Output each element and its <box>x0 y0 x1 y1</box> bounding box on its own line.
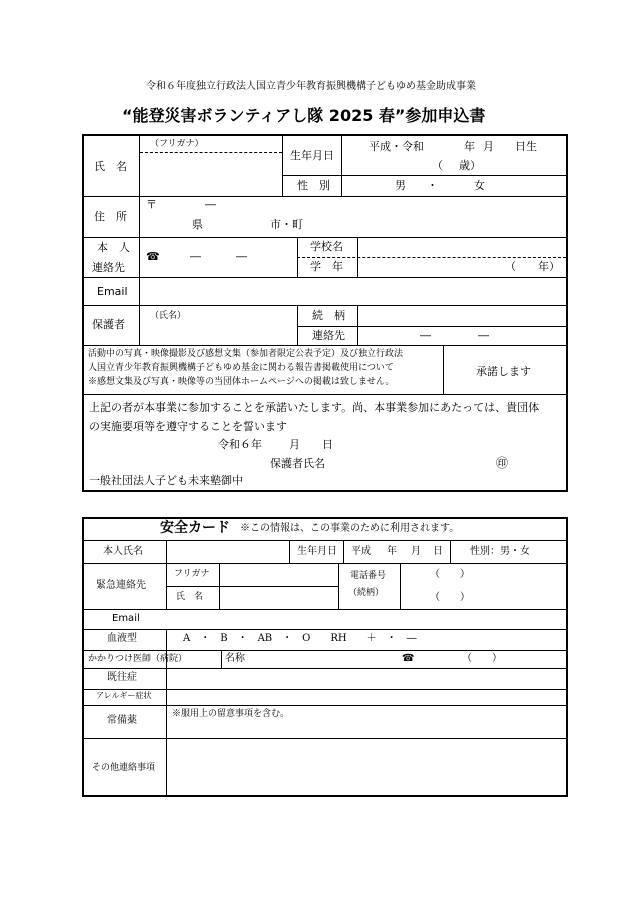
approval-text-line: の実施要項等を遵守することを誓います <box>89 420 287 433</box>
city-town-label: 市・町 <box>270 218 303 231</box>
approval-date-reiwa: 令和６年 <box>218 438 262 451</box>
sc-history-label: 既往症 <box>107 672 137 683</box>
email-label: Email <box>97 285 128 298</box>
sc-name-small-label: 氏 名 <box>176 592 204 602</box>
approval-date-day: 日 <box>322 438 333 451</box>
email-input[interactable] <box>141 279 565 304</box>
name-label: 氏 名 <box>94 160 127 173</box>
contact-phone-input[interactable] <box>160 239 296 277</box>
sc-medicine-input[interactable] <box>168 722 564 737</box>
birth-suffix: 日生 <box>515 140 537 153</box>
sc-doctor-name-input[interactable] <box>250 652 395 667</box>
grade-value[interactable]: （ 年） <box>505 260 560 273</box>
grade-label: 学 年 <box>310 260 343 273</box>
sc-phone-paren[interactable]: （ ） <box>430 569 470 580</box>
sc-emergency-name-input[interactable] <box>221 588 337 608</box>
birthdate-eras: 平成・令和 <box>369 140 424 153</box>
sc-furigana-label: フリガナ <box>174 569 210 579</box>
birth-year-unit: 年 <box>464 140 475 153</box>
guardian-dash-2: ― <box>478 329 489 342</box>
sc-emergency-furigana-input[interactable] <box>221 565 337 585</box>
sc-year-unit: 年 <box>387 546 397 557</box>
consent-text-line: 人国立青少年教育振興機構子どもゆめ基金に関わる報告書掲載使用について <box>88 363 394 373</box>
sc-email-label: Email <box>112 613 140 624</box>
page-title: “能登災害ボランティアし隊 2025 春”参加申込書 <box>122 106 486 125</box>
guardian-contact-label: 連絡先 <box>312 329 345 342</box>
contact-label-line2: 連絡先 <box>92 261 125 274</box>
age-open: （ <box>432 159 443 172</box>
safety-card-title: 安全カード <box>160 520 230 536</box>
guardian-name-input[interactable] <box>141 307 296 345</box>
sc-medicine-note: ※服用上の留意事項を含む。 <box>172 709 290 719</box>
contact-label-line1: 本 人 <box>97 241 130 254</box>
furigana-hint: （フリガナ） <box>150 139 204 149</box>
gender-female-option[interactable]: 女 <box>474 179 485 192</box>
school-input[interactable] <box>358 239 565 257</box>
sc-other-input[interactable] <box>168 740 564 795</box>
sc-relation-paren[interactable]: （ ） <box>430 592 470 603</box>
postal-mark: 〒 <box>146 198 157 211</box>
approval-text-line: 上記の者が本事業に参加することを承諾いたします。尚、本事業参加にあたっては、貴団体 <box>89 401 540 414</box>
seal-mark: ㊞ <box>496 456 509 470</box>
sc-history-input[interactable] <box>168 670 564 688</box>
guardian-dash-1: ― <box>420 329 431 342</box>
sc-doctor-name-label: 名称 <box>225 653 245 664</box>
sc-doctor-phone-paren[interactable]: （ ） <box>462 653 502 664</box>
sc-gender-text[interactable]: 性別：男・女 <box>470 546 530 557</box>
school-label: 学校名 <box>310 240 343 253</box>
consent-answer[interactable]: 承諾します <box>476 365 531 378</box>
phone-icon: ☎ <box>146 250 160 263</box>
sc-relation-label: （続柄） <box>348 588 385 598</box>
age-unit: 歳） <box>459 159 481 172</box>
sc-blood-options[interactable]: A ・ B ・ AB ・ O RH ＋ ・ ― <box>183 633 417 644</box>
sc-birthdate-label: 生年月日 <box>297 546 337 557</box>
relation-label: 続 柄 <box>312 309 345 322</box>
sc-name-input[interactable] <box>168 542 288 562</box>
birth-month-unit: 月 <box>483 140 494 153</box>
name-input[interactable] <box>141 154 281 195</box>
sc-allergy-input[interactable] <box>168 691 564 704</box>
phone-dash-2: ― <box>236 250 247 263</box>
guardian-signature-input[interactable] <box>330 454 490 472</box>
guardian-label: 保護者 <box>92 318 125 331</box>
guardian-name-hint: （氏名） <box>150 311 187 321</box>
gender-separator: ・ <box>427 179 438 192</box>
address-label: 住 所 <box>94 210 127 223</box>
guardian-signature-label: 保護者氏名 <box>270 457 325 470</box>
sc-email-input[interactable] <box>168 611 564 628</box>
sc-allergy-label: アレルギー症状 <box>96 691 152 700</box>
sc-medicine-label: 常備薬 <box>107 715 137 726</box>
gender-label: 性 別 <box>297 179 330 192</box>
sc-other-label: その他連絡事項 <box>92 763 156 773</box>
sc-phone-label: 電話番号 <box>350 571 387 581</box>
approval-date-month: 月 <box>289 438 300 451</box>
birthdate-label: 生年月日 <box>290 149 334 162</box>
sc-blood-label: 血液型 <box>107 633 137 644</box>
organization-name: 一般社団法人子ども未来塾御中 <box>89 474 243 487</box>
consent-text-line: 活動中の写真・映像撮影及び感想文集（参加者限定公表予定）及び独立行政法 <box>88 349 404 359</box>
page-subtitle: 令和６年度独立行政法人国立青少年教育振興機構子どもゆめ基金助成事業 <box>146 81 476 92</box>
postal-dash: ― <box>205 198 216 211</box>
sc-era: 平成 <box>351 546 371 557</box>
phone-dash-1: ― <box>190 250 201 263</box>
safety-card-note: ※この情報は、この事業のために利用されます。 <box>240 523 460 534</box>
sc-doctor-phone-icon: ☎ <box>402 653 415 664</box>
consent-text-line: ※感想文集及び写真・映像等の当団体ホームページへの掲載は致しません。 <box>88 377 395 387</box>
sc-month-unit: 月 <box>411 546 421 557</box>
sc-doctor-label: かかりつけ医師（病院） <box>88 654 188 664</box>
prefecture-label: 県 <box>192 218 203 231</box>
address-input[interactable] <box>141 198 565 236</box>
sc-emergency-label: 緊急連絡先 <box>96 580 146 591</box>
sc-day-unit: 日 <box>433 546 443 557</box>
sc-name-label: 本人氏名 <box>103 546 143 557</box>
gender-male-option[interactable]: 男 <box>395 179 406 192</box>
